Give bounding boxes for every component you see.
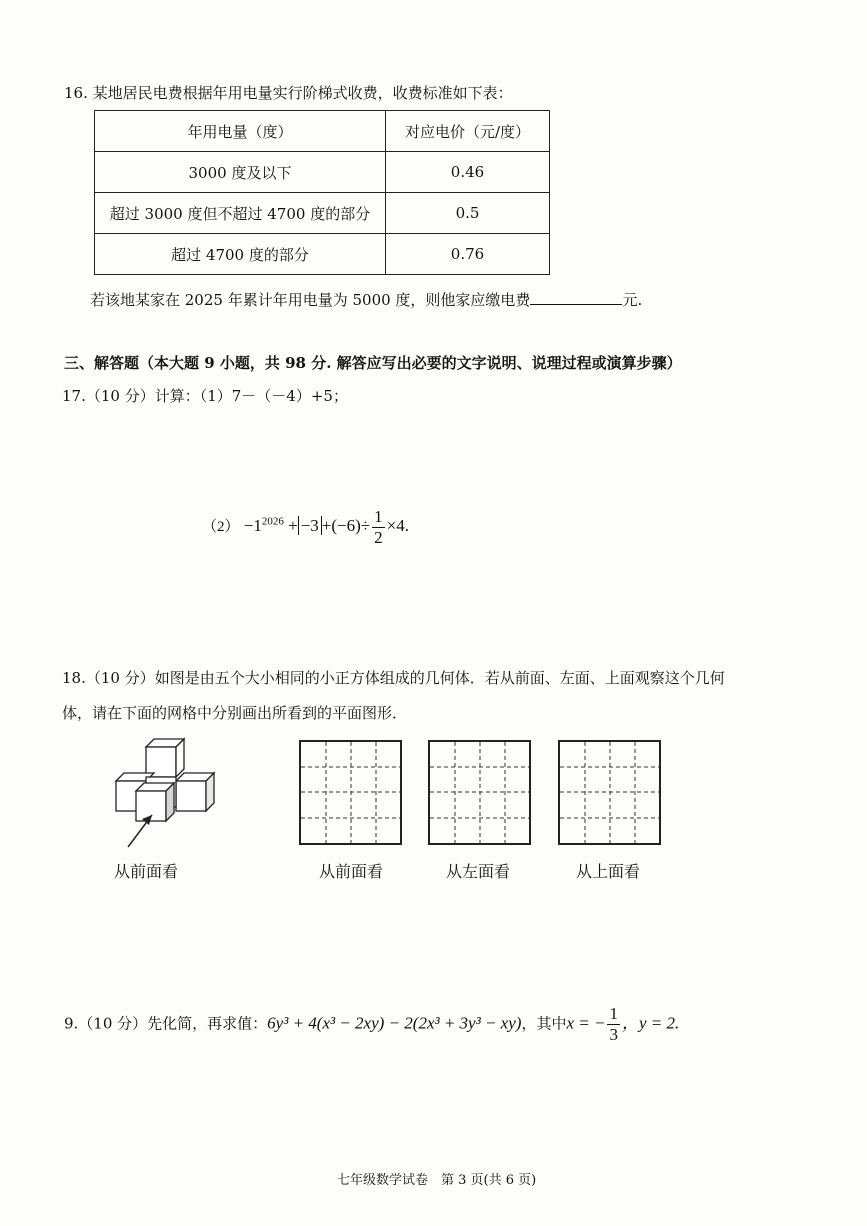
top-view-grid[interactable]: [558, 740, 661, 845]
table-row: [95, 234, 550, 275]
answer-blank[interactable]: [530, 290, 622, 305]
q17-tail: ×4.: [386, 515, 409, 535]
cube-figure: [108, 735, 220, 855]
grid-caption-top: 从上面看: [576, 862, 641, 881]
q17-part2-expression: [202, 507, 409, 547]
left-view-grid[interactable]: [428, 740, 531, 845]
table-cell-usage: 超过 3000 度但不超过 4700 度的部分: [95, 193, 386, 234]
q19-y-value: ，y = 2.: [621, 1013, 680, 1033]
q19-line: [64, 1004, 679, 1044]
grid-caption-left: 从左面看: [446, 862, 511, 881]
grid-lines: [301, 742, 400, 843]
q19-numerator: 1: [609, 1004, 618, 1023]
table-cell-price: 0.46: [386, 152, 550, 193]
table-header-usage: 年用电量（度）: [95, 111, 386, 152]
q17-denominator: 2: [374, 527, 383, 547]
table-row: [95, 152, 550, 193]
front-view-grid[interactable]: [299, 740, 402, 845]
electricity-fee-table: [94, 110, 550, 275]
table-header-row: [95, 111, 550, 152]
table-header-price: 对应电价（元/度）: [386, 111, 550, 152]
table-cell-usage: 超过 4700 度的部分: [95, 234, 386, 275]
table-cell-usage: 3000 度及以下: [95, 152, 386, 193]
grid-lines: [560, 742, 659, 843]
q17-rest: +(−6)÷: [321, 515, 371, 535]
q17-absolute-value: −3: [298, 516, 322, 535]
q19-denominator: 3: [609, 1024, 618, 1044]
q19-mid: ，其中: [521, 1014, 567, 1033]
cube-drawing: [116, 739, 214, 821]
q17-exponent: 2026: [261, 515, 284, 528]
section-title: 三、解答题（本大题 9 小题，共 98 分. 解答应写出必要的文字说明、说理过程或演算步骤）: [64, 354, 682, 372]
q19-prefix: 9.（10 分）先化简，再求值：: [64, 1014, 268, 1033]
q17-numerator: 1: [374, 507, 383, 526]
q19-expression: 6y³ + 4(x³ − 2xy) − 2(2x³ + 3y³ − xy): [267, 1013, 522, 1033]
page-footer: 七年级数学试卷 第 3 页(共 6 页): [337, 1173, 537, 1188]
table-row: [95, 193, 550, 234]
q16-question: 若该地某家在 2025 年累计年用电量为 5000 度，则他家应缴电费: [90, 291, 531, 309]
q18-line2: 体，请在下面的网格中分别画出所看到的平面图形．: [62, 704, 408, 722]
q17-part2-label: （2）: [202, 518, 240, 535]
grid-caption-front: 从前面看: [319, 862, 384, 881]
q16-question-line: [90, 289, 642, 310]
q16-intro: 16. 某地居民电费根据年用电量实行阶梯式收费，收费标准如下表：: [64, 84, 513, 102]
table-cell-price: 0.5: [386, 193, 550, 234]
grid-lines: [430, 742, 529, 843]
q18-line1: 18.（10 分）如图是由五个大小相同的小正方体组成的几何体．若从前面、左面、上面观察这个几何: [62, 669, 725, 687]
figure-caption: 从前面看: [114, 862, 179, 881]
q17-term1: −1: [243, 515, 262, 535]
q19-fraction: [607, 1004, 620, 1044]
q17-fraction: [372, 507, 385, 547]
q16-tail: 元.: [622, 291, 643, 309]
q17-part1: 17.（10 分）计算：（1）7－（－4）+5；: [62, 387, 348, 405]
q17-plus: +: [288, 515, 298, 535]
table-cell-price: 0.76: [386, 234, 550, 275]
q19-x-value: x = −: [566, 1013, 606, 1033]
